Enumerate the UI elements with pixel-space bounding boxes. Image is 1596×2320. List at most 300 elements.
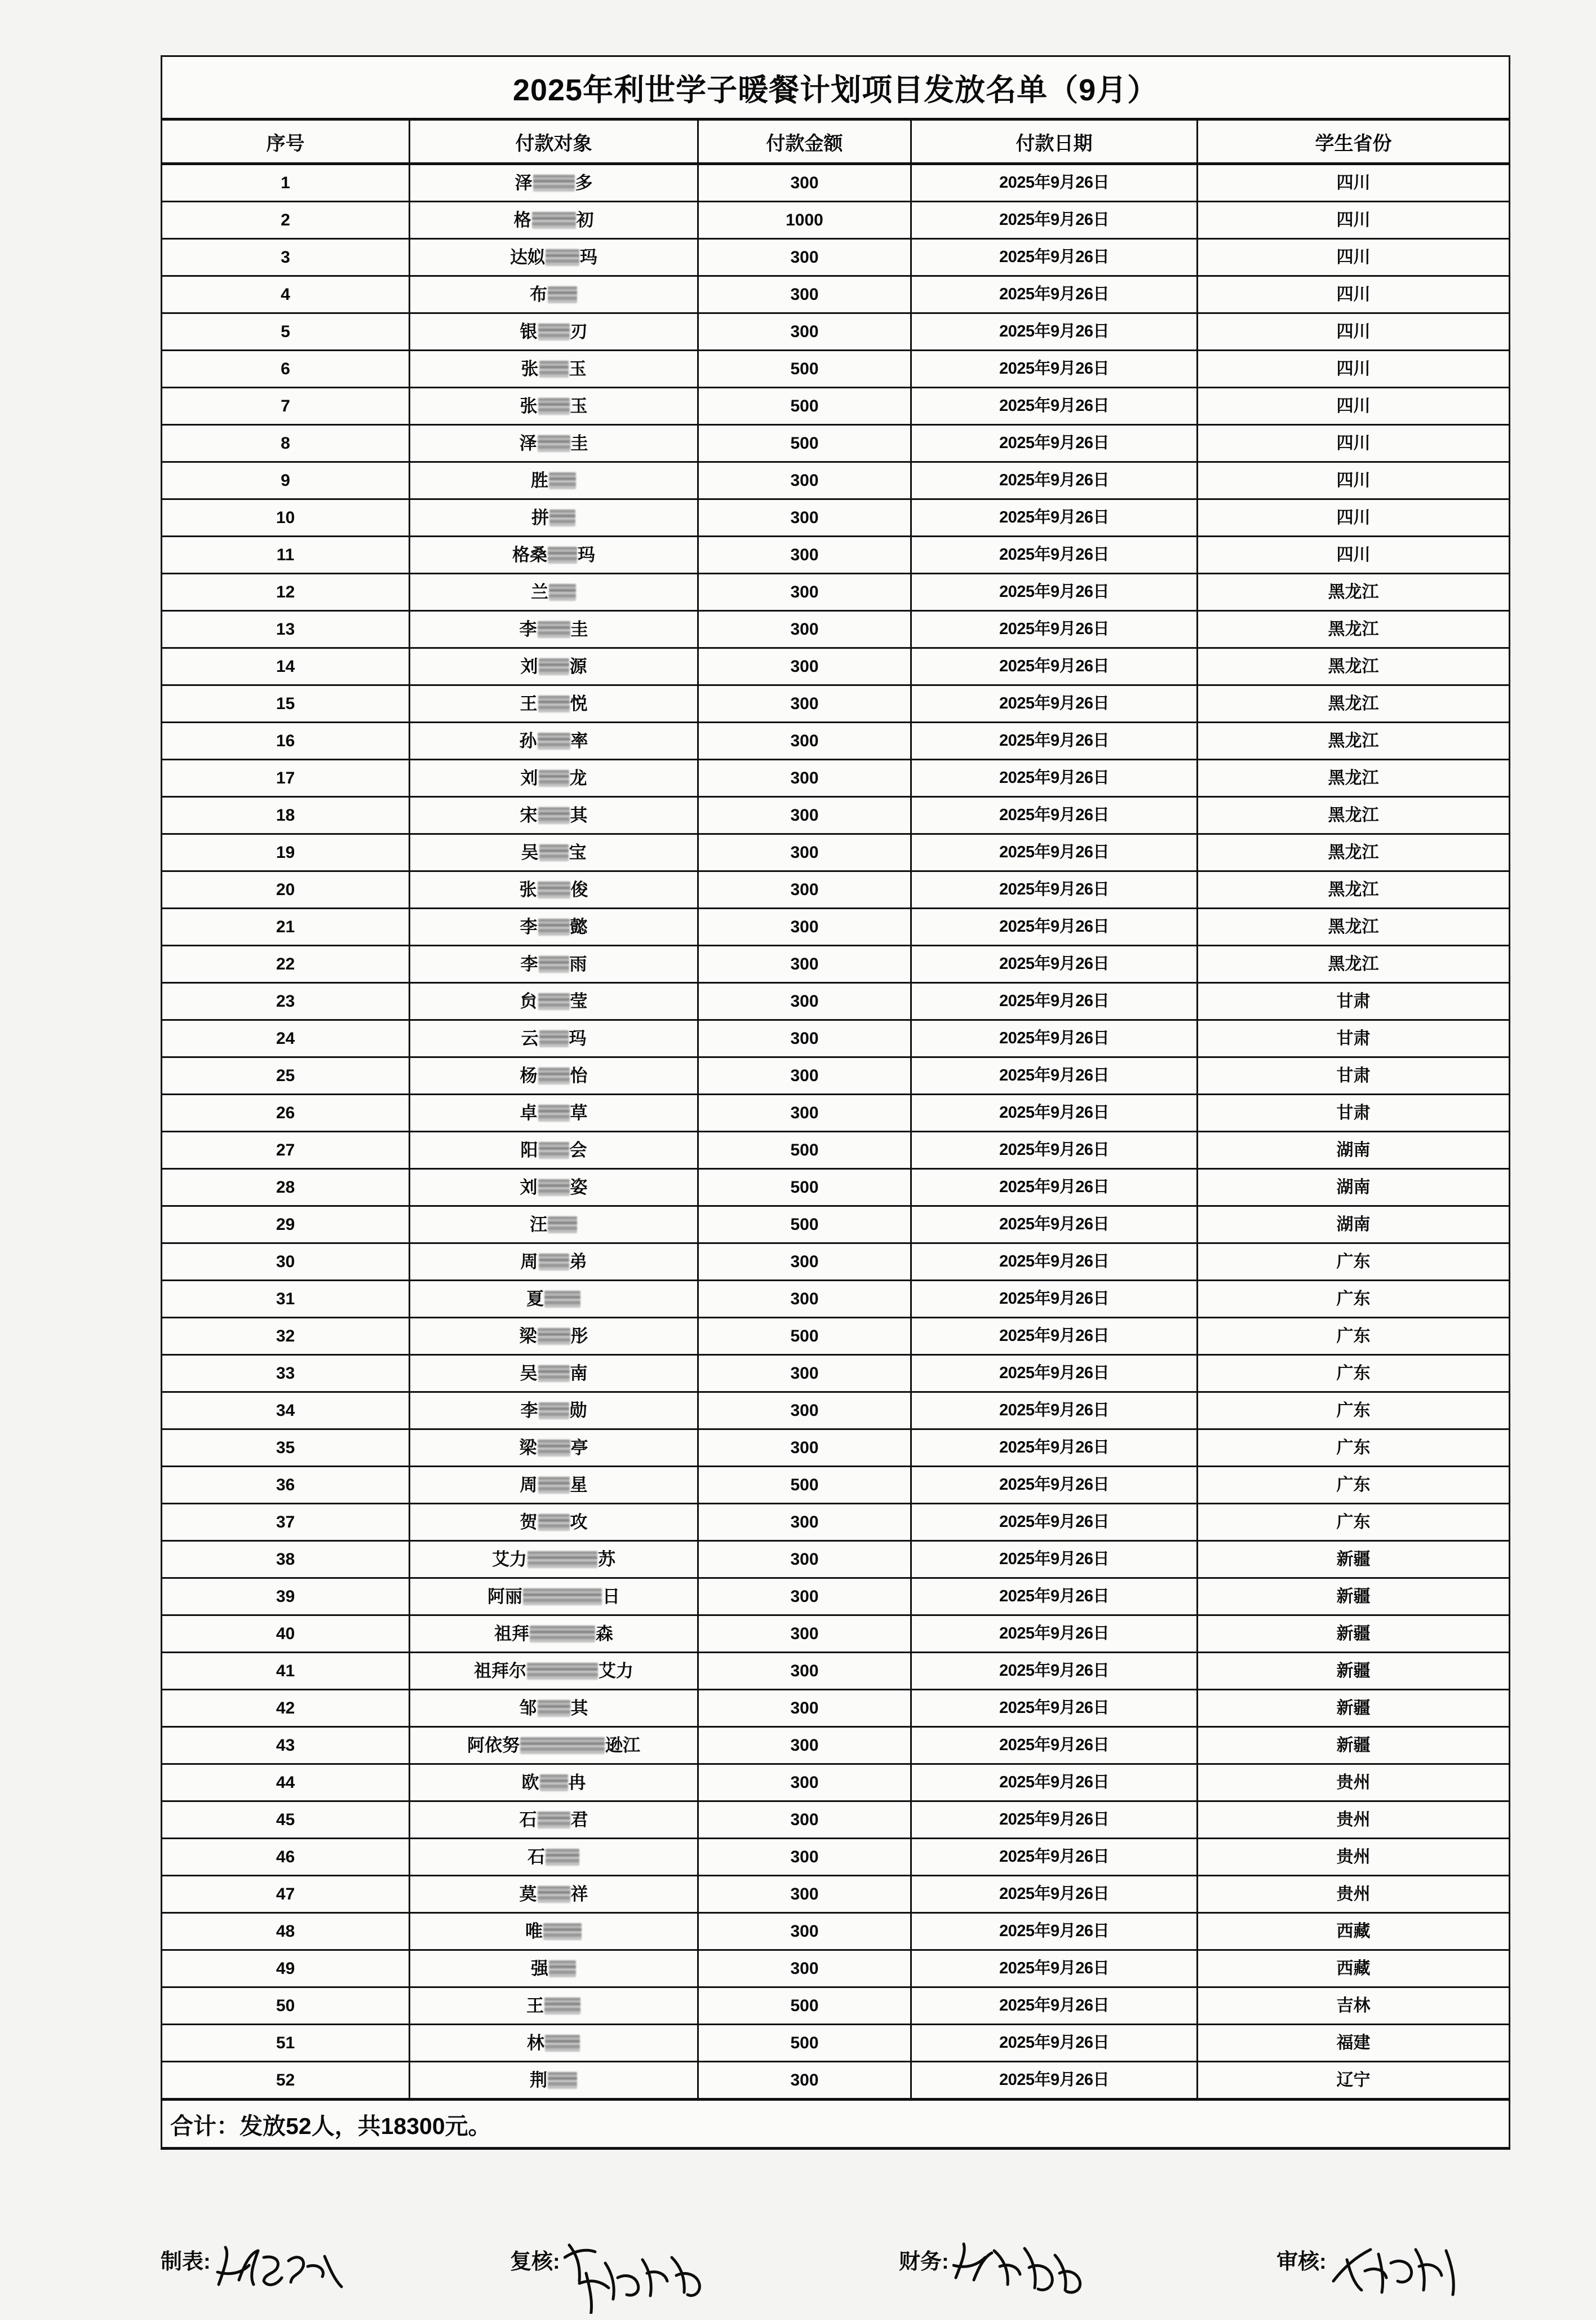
- redaction-bar: [549, 1960, 576, 1977]
- redaction-bar: [538, 324, 570, 340]
- payee-name-suffix: 森: [596, 1624, 613, 1644]
- payment-date-cell: 2025年9月26日: [911, 1727, 1198, 1764]
- redaction-bar: [544, 1291, 580, 1308]
- payment-date-cell: 2025年9月26日: [911, 1392, 1198, 1429]
- table-row: [162, 1429, 1510, 1467]
- row-index-cell: 28: [162, 1169, 410, 1206]
- payee-name-prefix: 周: [520, 1252, 538, 1272]
- payee-name-prefix: 李: [520, 917, 538, 937]
- student-province-cell: 黑龙江: [1198, 574, 1510, 611]
- payee-name-prefix: 梁: [519, 1438, 537, 1458]
- row-index-cell: 21: [162, 909, 410, 946]
- student-province-cell: 贵州: [1198, 1764, 1510, 1801]
- payee-name-cell: [410, 611, 698, 648]
- table-row: [162, 797, 1510, 834]
- payment-date-cell: 2025年9月26日: [911, 797, 1198, 834]
- row-index-cell: 45: [162, 1801, 410, 1839]
- redaction-bar: [530, 1626, 595, 1642]
- payment-amount-cell: 500: [698, 351, 911, 388]
- student-province-cell: 四川: [1198, 388, 1510, 425]
- payee-name-suffix: 南: [570, 1363, 588, 1383]
- redaction-bar: [539, 658, 569, 675]
- payment-date-cell: 2025年9月26日: [911, 946, 1198, 983]
- payee-name-cell: [410, 871, 698, 909]
- payee-name-prefix: 欧: [521, 1773, 539, 1792]
- redaction-bar: [539, 361, 569, 378]
- student-province-cell: 广东: [1198, 1504, 1510, 1541]
- payee-name-cell: [410, 648, 698, 685]
- redaction-bar: [538, 1179, 570, 1196]
- payee-name-cell: [410, 1467, 698, 1504]
- table-row: [162, 351, 1510, 388]
- payee-name-prefix: 贺: [520, 1512, 538, 1532]
- row-index-cell: 35: [162, 1429, 410, 1467]
- student-province-cell: 西藏: [1198, 1950, 1510, 1987]
- payee-name-cell: [410, 1132, 698, 1169]
- payee-name-suffix: 玉: [570, 396, 588, 416]
- payee-name-prefix: 拼: [531, 508, 549, 528]
- row-index-cell: 4: [162, 276, 410, 313]
- redaction-bar: [548, 547, 577, 564]
- payee-name-suffix: 懿: [570, 917, 588, 937]
- signature-label: 制表:: [161, 2250, 211, 2274]
- student-province-cell: 黑龙江: [1198, 909, 1510, 946]
- table-header-row: [162, 119, 1510, 164]
- table-row: [162, 723, 1510, 760]
- student-province-cell: 广东: [1198, 1281, 1510, 1318]
- payee-name-prefix: 格桑: [512, 545, 547, 565]
- row-index-cell: 15: [162, 685, 410, 723]
- row-index-cell: 36: [162, 1467, 410, 1504]
- student-province-cell: 福建: [1198, 2025, 1510, 2062]
- table-row: [162, 611, 1510, 648]
- payment-amount-cell: 300: [698, 946, 911, 983]
- payee-name-cell: [410, 1355, 698, 1392]
- payee-name-prefix: 阿依努: [467, 1735, 520, 1755]
- payee-name-prefix: 张: [521, 359, 539, 379]
- payee-name-suffix: 苏: [598, 1549, 615, 1569]
- payee-name-suffix: 彤: [570, 1326, 588, 1346]
- signature-label: 财务:: [899, 2250, 949, 2274]
- student-province-cell: 甘肃: [1198, 983, 1510, 1020]
- student-province-cell: 黑龙江: [1198, 834, 1510, 871]
- payee-name-suffix: 玛: [578, 545, 595, 565]
- payment-date-cell: 2025年9月26日: [911, 1206, 1198, 1243]
- row-index-cell: 40: [162, 1615, 410, 1653]
- payee-name-suffix: 源: [569, 657, 587, 676]
- payment-date-cell: 2025年9月26日: [911, 685, 1198, 723]
- table-row: [162, 1876, 1510, 1913]
- table-row: [162, 1801, 1510, 1839]
- redaction-bar: [539, 956, 569, 973]
- payee-name-prefix: 格: [513, 210, 531, 230]
- payment-amount-cell: 500: [698, 2025, 911, 2062]
- payee-name-cell: [410, 1504, 698, 1541]
- payee-name-cell: [410, 388, 698, 425]
- redaction-bar: [538, 1105, 570, 1122]
- payment-date-cell: 2025年9月26日: [911, 1913, 1198, 1950]
- redaction-bar: [538, 696, 570, 712]
- payee-name-suffix: 逊江: [605, 1735, 640, 1755]
- payment-date-cell: 2025年9月26日: [911, 276, 1198, 313]
- payment-date-cell: 2025年9月26日: [911, 1169, 1198, 1206]
- table-row: [162, 1764, 1510, 1801]
- payee-name-prefix: 张: [519, 880, 537, 900]
- table-row: [162, 1243, 1510, 1281]
- payee-name-cell: [410, 574, 698, 611]
- payee-name-cell: [410, 462, 698, 499]
- payee-name-prefix: 云: [521, 1029, 539, 1048]
- payee-name-cell: [410, 834, 698, 871]
- redaction-bar: [538, 919, 570, 936]
- payment-amount-cell: 300: [698, 499, 911, 537]
- redaction-bar: [544, 1998, 580, 2014]
- table-row: [162, 1690, 1510, 1727]
- table-row: [162, 983, 1510, 1020]
- payment-date-cell: 2025年9月26日: [911, 909, 1198, 946]
- table-row: [162, 1727, 1510, 1764]
- payment-amount-cell: 300: [698, 760, 911, 797]
- payment-date-cell: 2025年9月26日: [911, 499, 1198, 537]
- redaction-bar: [548, 286, 577, 303]
- handwritten-signature: [214, 2241, 361, 2314]
- row-index-cell: 14: [162, 648, 410, 685]
- payee-name-cell: [410, 909, 698, 946]
- payee-name-suffix: 冉: [568, 1773, 586, 1792]
- payee-name-cell: [410, 1690, 698, 1727]
- payment-amount-cell: 300: [698, 1429, 911, 1467]
- redaction-bar: [538, 1886, 570, 1903]
- handwritten-signature: [564, 2241, 710, 2314]
- payment-amount-cell: 300: [698, 1504, 911, 1541]
- payment-date-cell: 2025年9月26日: [911, 611, 1198, 648]
- payee-name-suffix: 玛: [569, 1029, 587, 1048]
- redaction-bar: [539, 844, 569, 861]
- payment-date-cell: 2025年9月26日: [911, 1950, 1198, 1987]
- payee-name-prefix: 汪: [530, 1215, 547, 1234]
- payment-amount-cell: 300: [698, 462, 911, 499]
- student-province-cell: 黑龙江: [1198, 611, 1510, 648]
- payee-name-suffix: 刃: [570, 322, 588, 342]
- row-index-cell: 50: [162, 1987, 410, 2025]
- redaction-bar: [549, 472, 576, 489]
- row-index-cell: 42: [162, 1690, 410, 1727]
- payment-amount-cell: 500: [698, 1132, 911, 1169]
- payment-amount-cell: 300: [698, 1764, 911, 1801]
- payee-name-prefix: 刘: [520, 1177, 538, 1197]
- student-province-cell: 辽宁: [1198, 2062, 1510, 2100]
- row-index-cell: 33: [162, 1355, 410, 1392]
- payee-name-prefix: 孙: [519, 731, 537, 751]
- student-province-cell: 广东: [1198, 1318, 1510, 1355]
- payment-amount-cell: 300: [698, 164, 911, 202]
- payee-name-prefix: 卓: [520, 1103, 538, 1123]
- table-row: [162, 871, 1510, 909]
- payee-name-cell: [410, 202, 698, 239]
- payment-date-cell: 2025年9月26日: [911, 648, 1198, 685]
- student-province-cell: 黑龙江: [1198, 723, 1510, 760]
- payment-list-table: [161, 55, 1510, 2150]
- payment-date-cell: 2025年9月26日: [911, 1876, 1198, 1913]
- row-index-cell: 13: [162, 611, 410, 648]
- payee-name-prefix: 胜: [531, 471, 548, 490]
- student-province-cell: 湖南: [1198, 1169, 1510, 1206]
- payee-name-prefix: 宋: [520, 805, 538, 825]
- table-row: [162, 537, 1510, 574]
- row-index-cell: 3: [162, 239, 410, 276]
- payee-name-suffix: 多: [575, 173, 593, 193]
- row-index-cell: 12: [162, 574, 410, 611]
- payee-name-cell: [410, 499, 698, 537]
- signature-label: 复核:: [510, 2250, 560, 2274]
- payment-amount-cell: 300: [698, 239, 911, 276]
- payment-amount-cell: 300: [698, 1541, 911, 1578]
- redaction-bar: [539, 1142, 569, 1159]
- redaction-bar: [539, 1030, 569, 1047]
- redaction-bar: [546, 1849, 579, 1866]
- payment-amount-cell: 300: [698, 1727, 911, 1764]
- payee-name-suffix: 攻: [570, 1512, 588, 1532]
- payment-amount-cell: 300: [698, 574, 911, 611]
- redaction-bar: [539, 1402, 569, 1419]
- payee-name-cell: [410, 2062, 698, 2100]
- payee-name-prefix: 梁: [519, 1326, 537, 1346]
- student-province-cell: 吉林: [1198, 1987, 1510, 2025]
- payee-name-prefix: 阳: [520, 1140, 538, 1160]
- payment-amount-cell: 300: [698, 1653, 911, 1690]
- payment-date-cell: 2025年9月26日: [911, 1578, 1198, 1615]
- payment-amount-cell: 500: [698, 1467, 911, 1504]
- table-row: [162, 1020, 1510, 1057]
- payment-amount-cell: 300: [698, 1876, 911, 1913]
- payee-name-suffix: 雨: [569, 954, 587, 974]
- payment-date-cell: 2025年9月26日: [911, 1504, 1198, 1541]
- student-province-cell: 新疆: [1198, 1727, 1510, 1764]
- redaction-bar: [543, 1923, 582, 1940]
- payee-name-prefix: 夏: [526, 1289, 544, 1309]
- row-index-cell: 7: [162, 388, 410, 425]
- payment-date-cell: 2025年9月26日: [911, 313, 1198, 351]
- redaction-bar: [527, 1663, 598, 1680]
- payee-name-suffix: 艾力: [598, 1661, 633, 1681]
- payee-name-cell: [410, 1653, 698, 1690]
- payment-date-cell: 2025年9月26日: [911, 1467, 1198, 1504]
- redaction-bar: [533, 175, 575, 192]
- payee-name-prefix: 石: [527, 1847, 545, 1867]
- student-province-cell: 广东: [1198, 1392, 1510, 1429]
- payment-date-cell: 2025年9月26日: [911, 1801, 1198, 1839]
- table-row: [162, 1504, 1510, 1541]
- payee-name-cell: [410, 1020, 698, 1057]
- payment-amount-cell: 300: [698, 276, 911, 313]
- row-index-cell: 19: [162, 834, 410, 871]
- table-row: [162, 239, 1510, 276]
- table-row: [162, 425, 1510, 462]
- redaction-bar: [538, 733, 570, 750]
- student-province-cell: 湖南: [1198, 1206, 1510, 1243]
- table-row: [162, 1839, 1510, 1876]
- payee-name-cell: [410, 1987, 698, 2025]
- payment-amount-cell: 300: [698, 797, 911, 834]
- student-province-cell: 新疆: [1198, 1578, 1510, 1615]
- payee-name-cell: [410, 1243, 698, 1281]
- payee-name-suffix: 弟: [569, 1252, 587, 1272]
- table-total-row: [162, 2100, 1510, 2149]
- payee-name-cell: [410, 425, 698, 462]
- student-province-cell: 黑龙江: [1198, 648, 1510, 685]
- row-index-cell: 46: [162, 1839, 410, 1876]
- payment-date-cell: 2025年9月26日: [911, 462, 1198, 499]
- payment-amount-cell: 300: [698, 1057, 911, 1095]
- payment-date-cell: 2025年9月26日: [911, 1653, 1198, 1690]
- payment-date-cell: 2025年9月26日: [911, 164, 1198, 202]
- payment-date-cell: 2025年9月26日: [911, 1020, 1198, 1057]
- student-province-cell: 新疆: [1198, 1653, 1510, 1690]
- payee-name-prefix: 李: [520, 1401, 538, 1420]
- payee-name-cell: [410, 1169, 698, 1206]
- student-province-cell: 广东: [1198, 1467, 1510, 1504]
- row-index-cell: 23: [162, 983, 410, 1020]
- handwritten-signature: [952, 2241, 1099, 2314]
- payee-name-cell: [410, 1429, 698, 1467]
- payment-date-cell: 2025年9月26日: [911, 1132, 1198, 1169]
- redaction-bar: [548, 1216, 577, 1233]
- payment-date-cell: 2025年9月26日: [911, 723, 1198, 760]
- payment-amount-cell: 500: [698, 1206, 911, 1243]
- payee-name-prefix: 祖拜尔: [474, 1661, 526, 1681]
- student-province-cell: 四川: [1198, 425, 1510, 462]
- table-row: [162, 1913, 1510, 1950]
- payee-name-cell: [410, 685, 698, 723]
- table-row: [162, 276, 1510, 313]
- signature-block: [161, 2241, 361, 2314]
- student-province-cell: 四川: [1198, 462, 1510, 499]
- table-row: [162, 909, 1510, 946]
- payment-date-cell: 2025年9月26日: [911, 871, 1198, 909]
- payment-amount-cell: 300: [698, 1095, 911, 1132]
- student-province-cell: 甘肃: [1198, 1057, 1510, 1095]
- student-province-cell: 四川: [1198, 202, 1510, 239]
- row-index-cell: 52: [162, 2062, 410, 2100]
- student-province-cell: 四川: [1198, 537, 1510, 574]
- payment-amount-cell: 300: [698, 1020, 911, 1057]
- redaction-bar: [527, 1551, 597, 1568]
- student-province-cell: 黑龙江: [1198, 871, 1510, 909]
- payee-name-cell: [410, 351, 698, 388]
- payment-date-cell: 2025年9月26日: [911, 1057, 1198, 1095]
- redaction-bar: [538, 435, 570, 452]
- table-row: [162, 760, 1510, 797]
- signature-strip: [161, 2241, 1509, 2319]
- payment-amount-cell: 300: [698, 1281, 911, 1318]
- student-province-cell: 四川: [1198, 239, 1510, 276]
- payment-amount-cell: 300: [698, 1243, 911, 1281]
- payment-date-cell: 2025年9月26日: [911, 1764, 1198, 1801]
- redaction-bar: [538, 1365, 570, 1382]
- payee-name-prefix: 达姒: [510, 247, 545, 267]
- row-index-cell: 27: [162, 1132, 410, 1169]
- column-header-payee: 付款对象: [410, 119, 698, 164]
- payee-name-suffix: 初: [576, 210, 594, 230]
- payment-amount-cell: 500: [698, 425, 911, 462]
- redaction-bar: [548, 2072, 577, 2089]
- redaction-bar: [538, 1068, 570, 1084]
- payment-amount-cell: 300: [698, 909, 911, 946]
- payment-amount-cell: 300: [698, 1615, 911, 1653]
- student-province-cell: 广东: [1198, 1243, 1510, 1281]
- payee-name-cell: [410, 1541, 698, 1578]
- payee-name-cell: [410, 313, 698, 351]
- payment-amount-cell: 300: [698, 983, 911, 1020]
- student-province-cell: 贵州: [1198, 1839, 1510, 1876]
- payee-name-suffix: 俊: [570, 880, 588, 900]
- student-province-cell: 黑龙江: [1198, 797, 1510, 834]
- table-row: [162, 2062, 1510, 2100]
- row-index-cell: 9: [162, 462, 410, 499]
- row-index-cell: 20: [162, 871, 410, 909]
- redaction-bar: [538, 1812, 570, 1828]
- student-province-cell: 黑龙江: [1198, 685, 1510, 723]
- payee-name-prefix: 祖拜: [494, 1624, 529, 1644]
- payment-amount-cell: 300: [698, 1578, 911, 1615]
- student-province-cell: 新疆: [1198, 1541, 1510, 1578]
- payee-name-suffix: 星: [570, 1475, 588, 1495]
- row-index-cell: 26: [162, 1095, 410, 1132]
- payee-name-suffix: 日: [602, 1587, 620, 1606]
- column-header-province: 学生省份: [1198, 119, 1510, 164]
- row-index-cell: 22: [162, 946, 410, 983]
- payment-amount-cell: 300: [698, 313, 911, 351]
- student-province-cell: 湖南: [1198, 1132, 1510, 1169]
- payee-name-suffix: 亭: [570, 1438, 588, 1458]
- row-index-cell: 11: [162, 537, 410, 574]
- table-row: [162, 1206, 1510, 1243]
- payment-list-table-container: [161, 55, 1509, 2150]
- payment-amount-cell: 300: [698, 611, 911, 648]
- payee-name-prefix: 吴: [521, 843, 539, 862]
- payee-name-prefix: 杨: [520, 1066, 538, 1086]
- payee-name-cell: [410, 276, 698, 313]
- row-index-cell: 44: [162, 1764, 410, 1801]
- redaction-bar: [538, 1700, 570, 1717]
- payee-name-prefix: 艾力: [492, 1549, 527, 1569]
- payee-name-prefix: 石: [519, 1810, 537, 1830]
- payee-name-prefix: 刘: [520, 657, 538, 676]
- table-row: [162, 1987, 1510, 2025]
- payment-amount-cell: 500: [698, 1318, 911, 1355]
- table-row: [162, 834, 1510, 871]
- student-province-cell: 黑龙江: [1198, 946, 1510, 983]
- payee-name-prefix: 兰: [531, 582, 548, 602]
- table-row: [162, 1578, 1510, 1615]
- payee-name-prefix: 李: [519, 619, 537, 639]
- payee-name-prefix: 王: [520, 694, 538, 714]
- payee-name-cell: [410, 723, 698, 760]
- redaction-bar: [545, 2035, 580, 2052]
- table-row: [162, 462, 1510, 499]
- student-province-cell: 四川: [1198, 276, 1510, 313]
- payment-amount-cell: 300: [698, 1913, 911, 1950]
- row-index-cell: 49: [162, 1950, 410, 1987]
- redaction-bar: [532, 212, 576, 229]
- redaction-bar: [546, 249, 579, 266]
- payee-name-cell: [410, 1950, 698, 1987]
- payee-name-prefix: 刘: [520, 768, 538, 788]
- payee-name-prefix: 贠: [520, 991, 538, 1011]
- redaction-bar: [538, 398, 570, 415]
- redaction-bar: [538, 1514, 570, 1531]
- payee-name-suffix: 其: [570, 805, 588, 825]
